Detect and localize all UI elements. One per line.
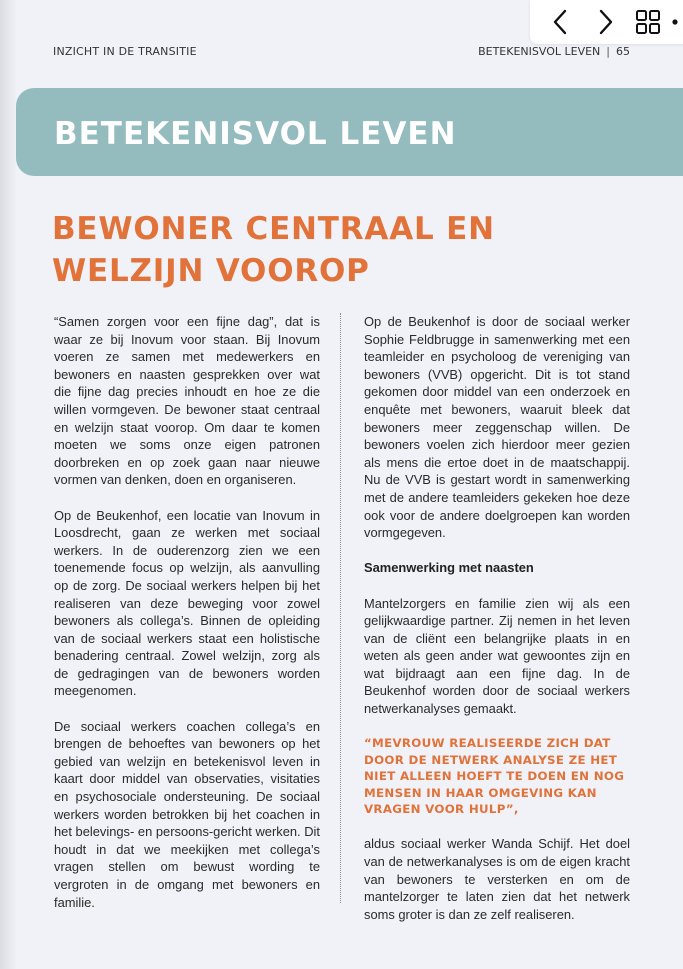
header-separator: |: [606, 45, 610, 58]
paragraph: aldus sociaal werker Wanda Schijf. Het doel van de netwerkanalyses is om de eigen kracht van bewoners te versterken en om de mantelzorger te laten zien dat het netwerk soms groter is dan ze zelf realiseren.: [364, 836, 630, 922]
running-header-left: INZICHT IN DE TRANSITIE: [53, 45, 197, 58]
article-headline: [52, 208, 612, 292]
chevron-right-icon: [596, 8, 616, 36]
previous-page-button[interactable]: [546, 8, 574, 36]
grid-icon: [635, 9, 661, 35]
right-column: [364, 313, 630, 941]
paragraph: Op de Beukenhof, een locatie van Inovum in Loosdrecht, gaan ze werken met sociaal werkers. In de ouderenzorg zien we een toenemende focus op welzijn, als aanvulling op de zorg. De sociaal werkers helpen bij het realiseren van deze beweging voor zowel bewoners als collega’s. Binnen de opleiding van de sociaal werkers staat een holistische benadering centraal. Zowel welzijn, zorg als de gedragingen van de bewoners worden meegenomen.: [54, 507, 320, 699]
paragraph: Op de Beukenhof is door de sociaal werker Sophie Feldbrugge in samenwerking met een teamleider en psycholoog de vereniging van bewoners (VVB) opgericht. Dit is tot stand gekomen door middel van een onderzoek en enquête met bewoners, waaruit bleek dat bewoners meer zeggenschap willen. De bewoners voelen zich hierdoor meer gezien als mens die ertoe doet in de maatschappij. Nu de VVB is gestart wordt in samenwerking met de andere teamleiders gekeken hoe deze ook voor de andere doelgroepen kan worden vormgegeven.: [364, 314, 630, 541]
page-number: 65: [616, 45, 630, 58]
running-header-section: BETEKENISVOL LEVEN: [478, 45, 601, 58]
viewer-toolbar: [530, 0, 683, 44]
running-header-right: [478, 45, 630, 58]
pull-quote: “MEVROUW REALISEERDE ZICH DAT DOOR DE NETWERK ANALYSE ZE HET NIET ALLEEN HOEFT TE DOEN EN NOG MENSEN IN HAAR OMGEVING KAN VRAGEN VOOR HULP”,: [364, 736, 625, 817]
paragraph: “Samen zorgen voor een fijne dag”, dat is waar ze bij Inovum voor staan. Bij Inovum voeren ze samen met medewerkers en bewoners en naasten gesprekken over wat die fijne dag precies inhoudt en hoe ze die willen vormgeven. De bewoner staat centraal en welzijn staat voorop. Om daar te komen moeten we soms onze eigen patronen doorbreken en op zoek gaan naar nieuwe vormen van denken, doen en organiseren.: [54, 314, 320, 488]
subheading: Samenwerking met naasten: [364, 560, 534, 576]
chevron-left-icon: [550, 8, 570, 36]
section-banner-title: BETEKENISVOL LEVEN: [54, 116, 457, 152]
page-overview-button[interactable]: [634, 8, 662, 36]
more-options-button[interactable]: [668, 8, 682, 36]
more-dots-icon: [671, 8, 679, 36]
paragraph: Mantelzorgers en familie zien wij als een gelijkwaardige partner. Zij nemen in het leven van de cliënt een belangrijke plaats in en weten als geen ander wat gewoontes zijn en wat bijdraagt aan een fijne dag. In de Beukenhof worden door de sociaal werkers netwerkanalyses gemaakt.: [364, 595, 630, 717]
headline-line-1: BEWONER CENTRAAL EN: [52, 211, 495, 247]
next-page-button[interactable]: [592, 8, 620, 36]
page-fold-shadow: [0, 0, 16, 969]
column-divider: [340, 313, 341, 903]
left-column: [54, 313, 320, 929]
headline-line-2: WELZIJN VOOROP: [52, 253, 370, 289]
paragraph: De sociaal werkers coachen collega’s en brengen de behoeftes van bewoners op het gebied van welzijn en betekenisvol leven in kaart door middel van observaties, visitaties en psychosociale ondersteuning. De sociaal werkers worden betrokken bij het coachen in het belevings- en persoons-gericht werken. Dit houdt in dat we meekijken met collega’s vragen stellen om bewust wording te vergroten in de omgang met bewoners en familie.: [54, 718, 320, 910]
